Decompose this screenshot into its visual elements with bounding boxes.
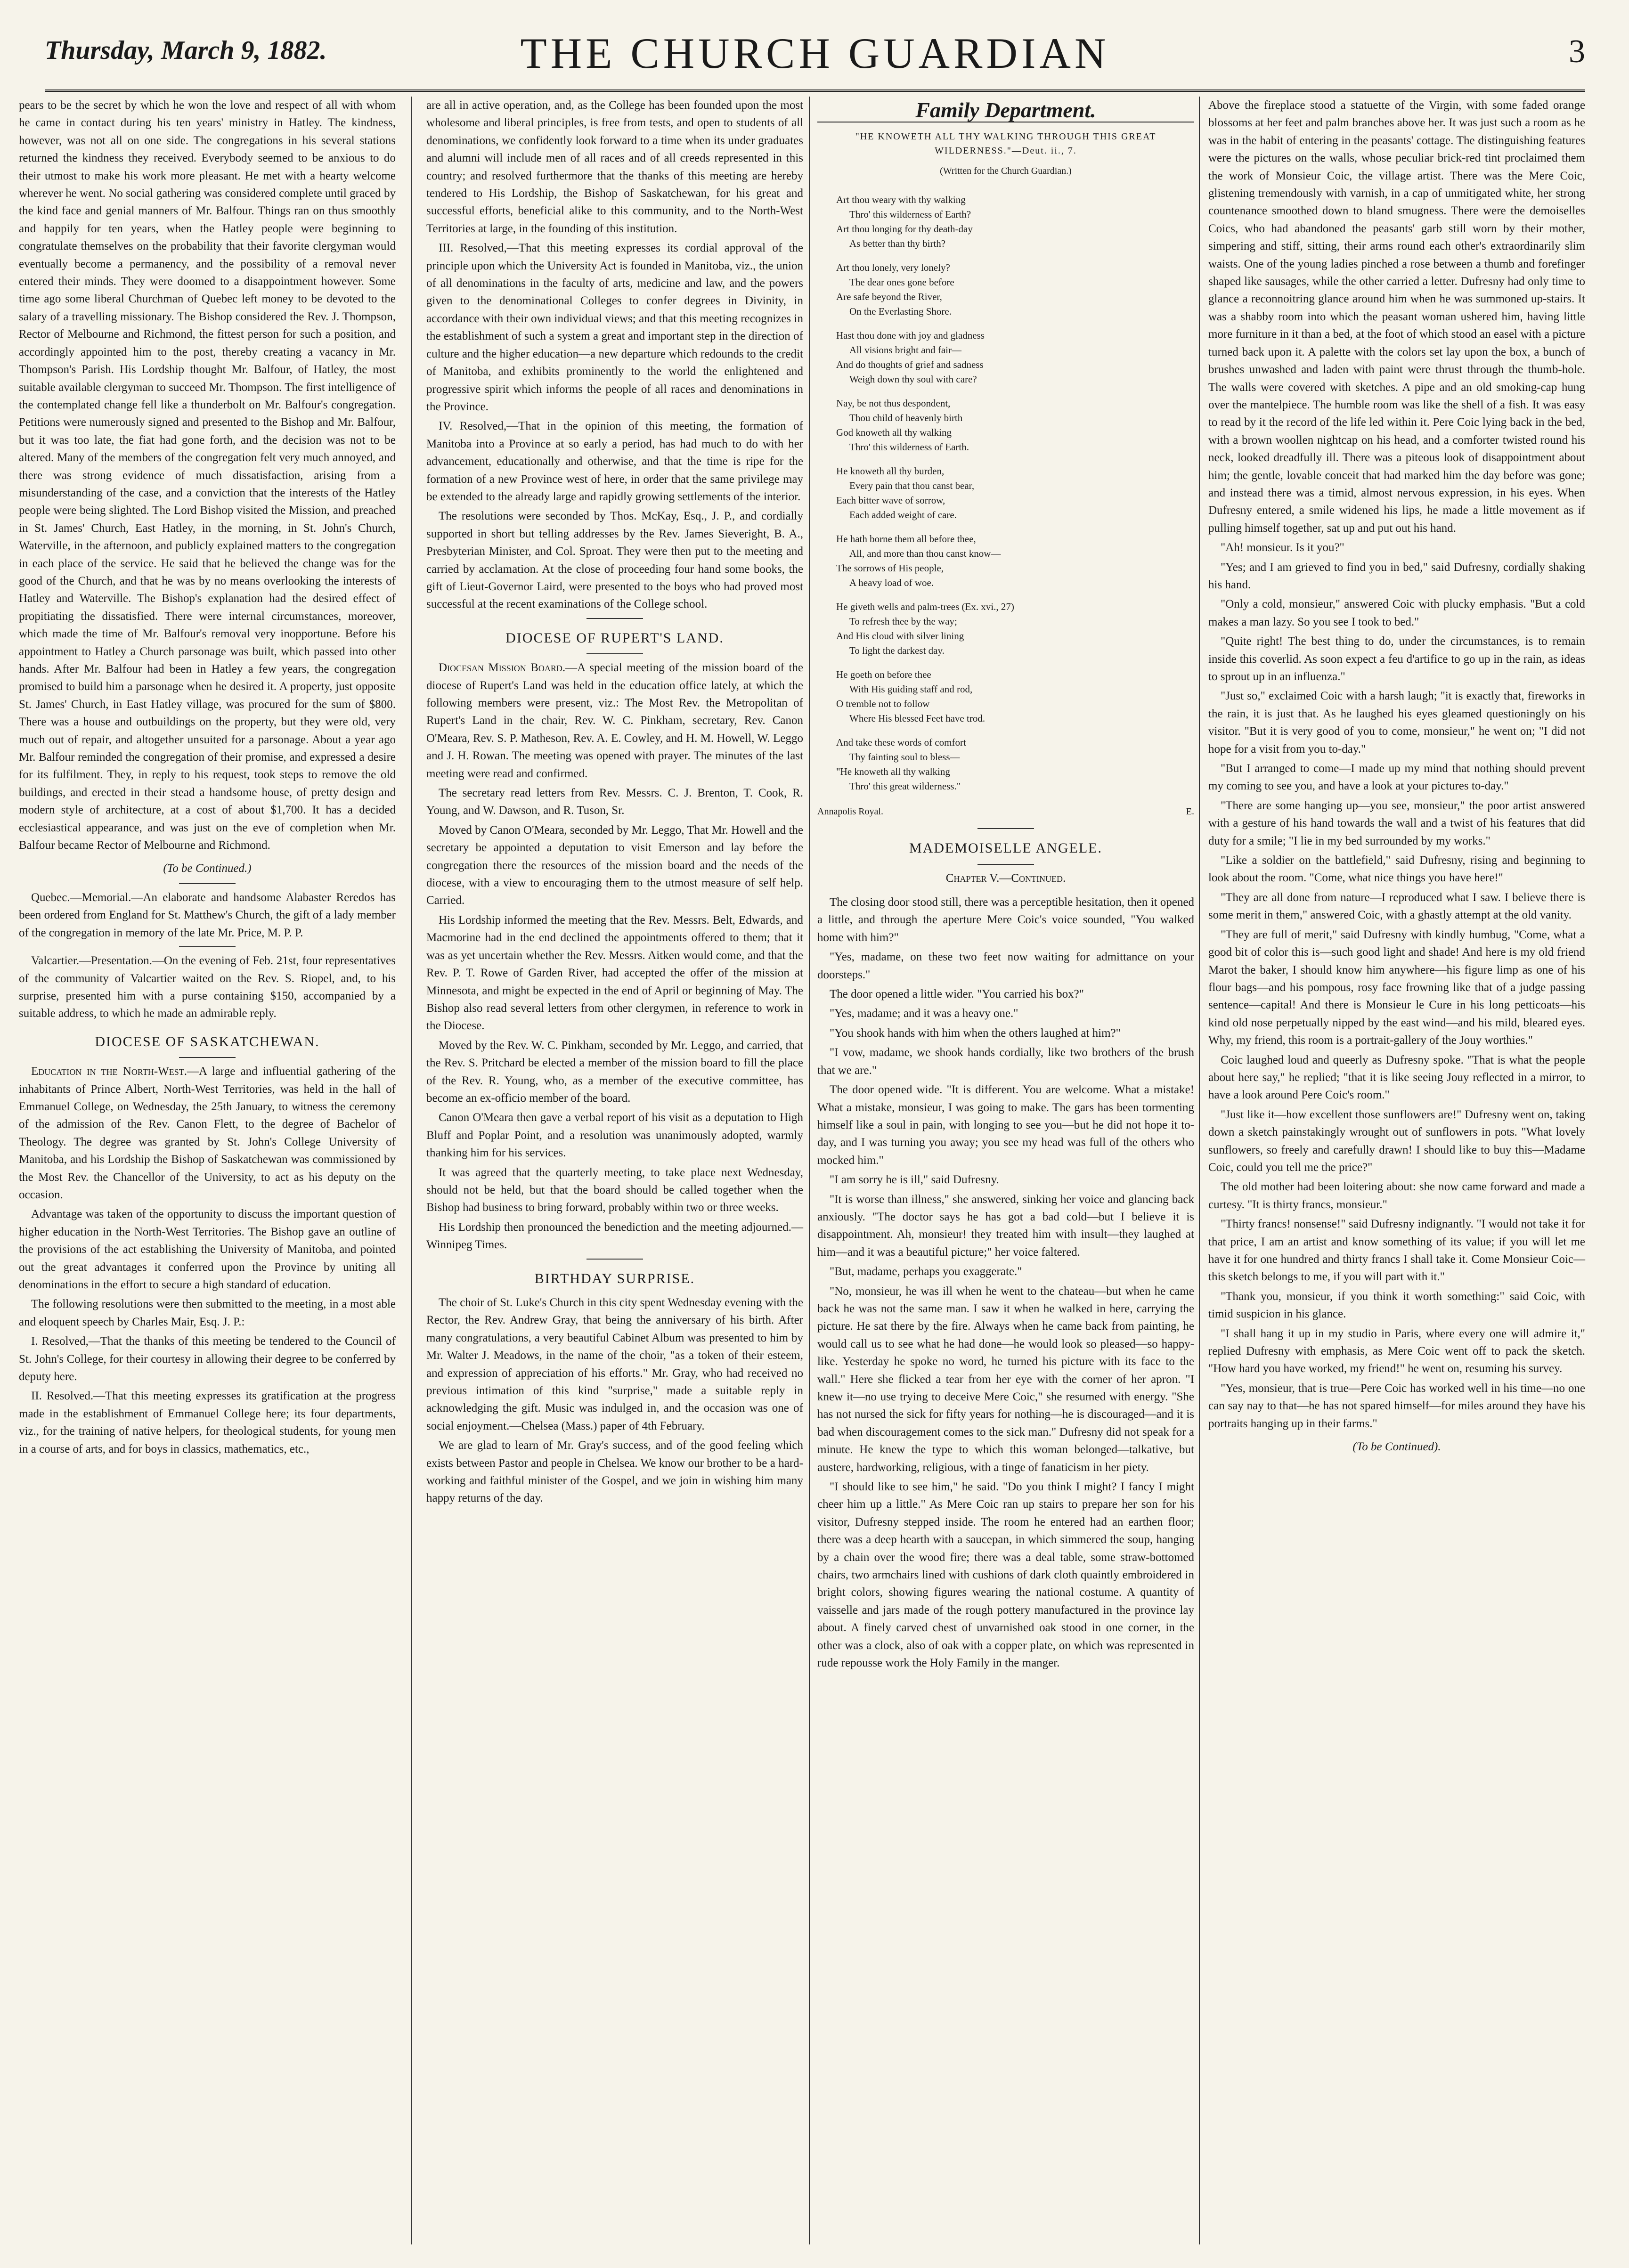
article-paragraph: I. Resolved,—That the thanks of this meeting be tendered to the Council of St. John's College, for their courtesy in allowing their degree to be conferred by deputy here. bbox=[19, 1335, 396, 1383]
masthead-rule bbox=[45, 89, 1585, 92]
story-paragraph: "Ah! monsieur. Is it you?" bbox=[1221, 541, 1344, 554]
column-divider bbox=[809, 97, 810, 2244]
poem-line: The sorrows of His people, bbox=[836, 562, 944, 574]
poem-stanza bbox=[836, 260, 1194, 319]
story-paragraph: "They are full of merit," said Dufresny with kindly humbug, "Come, what a good bit of color this is—such good light and shade! And here is my old friend Marot the baker, I should know him anywhere—his figure limp as one of his flour bags—and his pompous, rosy face frowning like that of a judge passing sentence—capital! And there is Monsieur le Cure in his long petticoats—his kind old nose perpetually nipped by the east wind—and his mild, bleared eyes. Why, my friend, this room is a portrait-gallery of the Jouy worthies." bbox=[1208, 928, 1585, 1047]
article-paragraph: are all in active operation, and, as the College has been founded upon the most wholesome and liberal principles, is free from tests, and open to students of all denominations, we confidently look forward to a time when its under graduates and alumni will include men of all races and of all creeds represented in this country; and resolved furthermore that the thanks of this meeting are hereby tendered to His Lordship, the Bishop of Saskatchewan, for his great and successful efforts, beneficial alike to this community, and to the North-West Territories at large, in the founding of this institution. bbox=[426, 99, 803, 235]
article-paragraph: IV. Resolved,—That in the opinion of this meeting, the formation of Manitoba into a Province at so early a period, has had much to do with her advancement, educationally and otherwise, and that the time is ripe for the formation of a new Province west of here, in order that the same privilege may be extended to the already large and rapidly growing settlements of the interior. bbox=[426, 420, 803, 503]
poem-line: He knoweth all thy burden, bbox=[836, 465, 945, 477]
poem-note: (Written for the Church Guardian.) bbox=[940, 166, 1072, 177]
poem-line: Art thou lonely, very lonely? bbox=[836, 261, 950, 273]
chapter-label: Chapter V.—Continued. bbox=[945, 871, 1066, 885]
column-divider bbox=[411, 97, 412, 2244]
poem-stanza bbox=[836, 328, 1194, 387]
poem-line: "He knoweth all thy walking bbox=[836, 765, 950, 777]
poem-line: Art thou longing for thy death-day bbox=[836, 223, 973, 235]
article-paragraph: We are glad to learn of Mr. Gray's success, and of the good feeling which exists between Pastor and people in Chelsea. We know our brother to be a hard-working and faithful minister of the Gospel, and we join in wishing him many happy returns of the day. bbox=[426, 1439, 803, 1505]
poem-signature bbox=[817, 803, 1194, 821]
section-rule bbox=[586, 618, 643, 619]
story-paragraph: "It is worse than illness," she answered, sinking her voice and glancing back anxiously. "The doctor says he has got a bad cold—but I believe it is disappointment. Ah, monsieur! they treated him with insult—they laughed at him—and it was a beautiful picture;" her voice faltered. bbox=[817, 1193, 1194, 1259]
story-paragraph: Above the fireplace stood a statuette of the Virgin, with some faded orange blossoms at her feet and palm branches above her. It was just such a room as he was in the habit of entering in the peasants' cottage. The distinguishing features were the pictures on the walls, whose peculiar brick-red tint proclaimed them the work of Monsieur Coic, the village artist. There was the Mere Coic, glistening tremendously with varnish, in a cap of unmitigated white, her strong countenance smoothed down to bland smugness. There were the demoiselles Coics, who had abandoned the peasants' garb still worn by their mother, simpering and stiff, sitting, their arms round each other's extraordinarily slim waists. One of the young ladies pinched a rose between a thumb and forefinger shaped like sausages, while the other carried a letter. Dufresny had only time to glance a reconnoitring glance around him when he was summoned up-stairs. It was a shabby room into which the peasant woman ushered him, having little more furniture in it than a bed, at the foot of which stood an easel with a picture turned back upon it. A palette with the colors set lay upon the box, a bunch of brushes unwashed and laden with paint were thrust through the thumb-hole. The walls were covered with sketches. A pipe and an old smoking-cap hung over the mantelpiece. The humble room was like the shell of a fish. It was easy to read by it the record of the life led within it. Pere Coic lying back in the bed, with a brown woollen nightcap on his head, and a comforter twisted round his neck, looked dreadfully ill. There was a piteous look of disappointment about him; the gentle, lovable conceit that had marked him the day before was gone; and instead there was a timid, almost nervous expression, in his eyes. When Dufresny entered, a smile widened his lips, he made a little movement as if pulling himself together, sat up and put out his hand. bbox=[1208, 99, 1585, 535]
family-department-heading: Family Department. bbox=[915, 98, 1096, 122]
poem-stanza bbox=[836, 735, 1194, 794]
article-paragraph: His Lordship informed the meeting that the Rev. Messrs. Belt, Edwards, and Macmorine had in the end declined the appointments offered to them; that it was as yet uncertain whether the Rev. Messrs. Aitken would come, and that the Rev. P. T. Rowe of Garden River, had accepted the offer of the mission at Minnesota, and might be expected in the end of April or beginning of May. The Bishop also read several letters from other clergymen, in reference to work in the Diocese. bbox=[426, 913, 803, 1032]
story-paragraph: "They are all done from nature—I reproduced what I saw. I believe there is some merit in them," answered Coic, with a ghastly attempt at the old vanity. bbox=[1208, 891, 1585, 922]
poem-stanza bbox=[836, 396, 1194, 455]
poem-line: The dear ones gone before bbox=[849, 276, 954, 288]
article-paragraph: It was agreed that the quarterly meeting, to take place next Wednesday, should not be held, but that the board should be called together when the Bishop had business to bring forward, probably within two or three weeks. bbox=[426, 1166, 803, 1214]
story-paragraph: "But I arranged to come—I made up my mind that nothing should prevent my coming to see you, and have a look at your pictures to-day." bbox=[1208, 762, 1585, 793]
poem-epigraph: "HE KNOWETH ALL THY WALKING THROUGH THIS GREAT WILDERNESS."—Deut. ii., 7. bbox=[855, 131, 1157, 156]
to-be-continued: (To be Continued). bbox=[1352, 1440, 1441, 1454]
story-paragraph: "Quite right! The best thing to do, under the circumstances, is to remain inside this coverlid. As soon expect a feu d'artifice to go up in the rain, as ideas to sprout up in an influenza." bbox=[1208, 635, 1585, 683]
poem-line: He hath borne them all before thee, bbox=[836, 533, 976, 545]
story-paragraph: "I should like to see him," he said. "Do you think I might? I fancy I might cheer him up a little." As Mere Coic ran up stairs to prepare her son for his visitor, Dufresny stepped inside. The room he entered had an earthen floor; there was a deep hearth with a saucepan, in which simmered the soup, hanging by a chain over the wood fire; there was a deal table, some straw-bottomed chairs, two armchairs lined with cushions of dark cloth quaintly embroidered in bright colors, showing figures wearing the national costume. A quantity of vaisselle and jars made of the rough pottery manufactured in the province lay about. A finely carved chest of unvarnished oak stood in one corner, in the other was a clock, also of oak with a copper plate, on which was represented in rude repousse work the Holy Family in the manger. bbox=[817, 1480, 1194, 1670]
poem-line: O tremble not to follow bbox=[836, 698, 930, 709]
poem-line: And His cloud with silver lining bbox=[836, 630, 964, 642]
poem-line: To light the darkest day. bbox=[849, 644, 945, 656]
poem-line: Are safe beyond the River, bbox=[836, 291, 942, 302]
poem-line: Nay, be not thus despondent, bbox=[836, 397, 951, 409]
poem-line: And take these words of comfort bbox=[836, 736, 966, 748]
article-paragraph: II. Resolved.—That this meeting expresses its gratification at the progress made in the establishment of Emmanuel College here; its four departments, viz., for the training of native helpers, for theological students, for young men in a course of arts, and for boys in classics, mathematics, etc., bbox=[19, 1390, 396, 1455]
story-paragraph: Coic laughed loud and queerly as Dufresny spoke. "That is what the people about here say," he replied; "that it is like seeing Jouy reflected in a mirror, to have a look around Pere Coic's room." bbox=[1208, 1053, 1585, 1102]
article-paragraph: Advantage was taken of the opportunity to discuss the important question of higher education in the North-West Territories. The Bishop gave an outline of the provisions of the act establishing the University of Manitoba, and pointed out the great advantages it conferred upon the Province by uniting all denominations in the effort to secure a high standard of education. bbox=[19, 1208, 396, 1291]
story-paragraph: "I am sorry he is ill," said Dufresny. bbox=[830, 1173, 999, 1187]
story-paragraph: "Yes, madame; and it was a heavy one." bbox=[830, 1007, 1018, 1020]
to-be-continued: (To be Continued.) bbox=[163, 862, 252, 875]
poem-line: Thy fainting soul to bless— bbox=[849, 751, 960, 763]
lead-in: Education in the North-West. bbox=[31, 1065, 187, 1078]
poem-line: All visions bright and fair— bbox=[849, 344, 961, 356]
story-paragraph: "No, monsieur, he was ill when he went to the chateau—but when he came back he was not the same man. I saw it when he walked in here, carrying the picture. He sat there by the fire. Always when he came back from painting, he would call us to see what he had done—he would look so pleased—so happy-like. Yesterday he spoke no word, he turned his picture with its face to the wall." Here she flicked a tear from her eye with the corner of her apron. "I knew it—no use trying to deceive Mere Coic," she resumed with energy. "She has not nursed the sick for fifty years for nothing—he is discouraged—and it is bad when discouragement comes to the sick man." Dufresny did not speak for a minute. He knew the type to which this woman belonged—talkative, but austere, hardworking, religious, with a tinge of fanaticism in her piety. bbox=[817, 1284, 1194, 1474]
section-rule bbox=[977, 864, 1034, 865]
story-paragraph: "You shook hands with him when the others laughed at him?" bbox=[830, 1026, 1121, 1040]
article-paragraph: III. Resolved,—That this meeting expresses its cordial approval of the principle upon which the University Act is founded in Manitoba, viz., the union of all denominations in the faculty of arts, medicine and law, and the powers given to the denominational Colleges to confer degrees in Divinity, in accordance with their own individual views; and that this meeting recognizes in the establishment of such a system a great and important step in the direction of culture and the higher education—a new departure which redounds to the credit of Manitoba, and exhibits prominently to the world the enlightened and progressive spirit which informs the people of all races and denominations in the Province. bbox=[426, 242, 803, 413]
article-paragraph: Diocesan Mission Board.—A special meeting of the mission board of the diocese of Rupert's Land was held in the education office lately, at which the following members were present, viz.: The Most Rev. the Metropolitan of Rupert's Land in the chair, Rev. W. C. Pinkham, secretary, Rev. Canon O'Meara, Rev. S. P. Matheson, Rev. A. E. Cowley, and H. M. Howell, W. Leggo and J. H. Rowan. The meeting was opened with prayer. The minutes of the last meeting were read and confirmed. bbox=[426, 661, 803, 780]
article-paragraph: The choir of St. Luke's Church in this city spent Wednesday evening with the Rector, the Rev. Andrew Gray, that being the anniversary of his birth. After many congratulations, a very beautiful Cabinet Album was presented to him by Mr. Walter J. Meadows, in the name of the choir, "as a token of their esteem, and expression of appreciation of his efforts." Mr. Gray, who had received no previous intimation of this kind "surprise," made a suitable reply in acknowledging the gift. Music was indulged in, and the occasion was one of social enjoyment.—Chelsea (Mass.) paper of 4th February. bbox=[426, 1296, 803, 1432]
poem-line: Art thou weary with thy walking bbox=[836, 194, 966, 205]
article-paragraph: pears to be the secret by which he won the love and respect of all with whom he came in contact during his ten years' ministry in Hatley. The kindness, however, was not all on one side. The congregations in his several stations returned the kindness they received. Everybody seemed to be anxious to do their utmost to make his work more pleasant. He met with a hearty welcome wherever he went. No social gathering was considered complete until graced by the kind face and genial manners of Mr. Balfour. Things ran on thus smoothly and happily for ten years, when the Hatley people were beginning to congratulate themselves on the probability that their favorite clergyman would eventually become a permanency, and the possibility of a removal never entered their minds. They were doomed to a disappointment however. Some time ago some liberal Churchman of Quebec left money to be devoted to the salary of a travelling missionary. The Bishop considered the Rev. J. Thompson, Rector of Melbourne and Richmond, the fittest person for such a position, and accordingly appointed him to the post, thereby creating a vacancy in Mr. Thompson's Parish. His Lordship thought Mr. Balfour, of Hatley, the most suitable available clergyman to succeed Mr. Thompson. The first intelligence of the contemplated change fell like a thunderbolt on Mr. Balfour's congregation. Petitions were numerously signed and presented to the Bishop and Mr. Balfour, but it was too late, the fiat had gone forth, and the decision was not to be altered. Many of the members of the congregation felt very much annoyed, and there was strong evidence of much dissatisfaction, arising from a misunderstanding of the case, and a conviction that the interests of the Hatley people were being slighted. The Lord Bishop visited the Mission, and preached in St. James' Church, East Hatley, in the morning, in St. John's Church, Waterville, in the afternoon, and publicly explained matters to the congregation in each place of the service. He said that he believed the change was for the good of the Church, and that he was by no means overlooking the interests of Hatley and Waterville. The Bishop's explanation had the desired effect of propitiating the dissatisfied. There were internal circumstances, moreover, which made the time of Mr. Balfour's removal very inopportune. Before his appointment to Hatley a Church parsonage was built, which passed into other hands. After Mr. Balfour had been in Hatley a few years, the congregation promised to build him a parsonage when he desired it. A property, just opposite St. James' Church, in East Hatley village, was procured for the sum of $800. There was a house and outbuildings on the property, but they were old, very much out of repair, and altogether unsuited for a parsonage. About a year ago Mr. Balfour reminded the congregation of their promise, and expressed a desire for its fulfilment. They, in reply to his request, took steps to remove the old buildings, and erected in their stead a handsome house, of pretty design and modern style of architecture, at a cost of about $1,700. It has a decided ecclesiastical appearance, and was just on the eve of completion when Mr. Balfour became Rector of Melbourne and Richmond. bbox=[19, 99, 396, 852]
poem-line: Thro' this wilderness of Earth. bbox=[849, 441, 969, 453]
birthday-heading: BIRTHDAY SURPRISE. bbox=[534, 1270, 695, 1286]
story-paragraph: The door opened a little wider. "You carried his box?" bbox=[830, 988, 1084, 1001]
poem-line: Each added weight of care. bbox=[849, 509, 957, 520]
signature-place: Annapolis Royal. bbox=[817, 806, 883, 817]
column-3 bbox=[817, 97, 1194, 1674]
poem bbox=[817, 193, 1194, 794]
page-number: 3 bbox=[1569, 33, 1585, 70]
article-paragraph: The secretary read letters from Rev. Messrs. C. J. Brenton, T. Cook, R. Young, and W. Dawson, and R. Tuson, Sr. bbox=[426, 787, 803, 817]
story-paragraph: "I vow, madame, we shook hands cordially, like two brothers of the brush that we are." bbox=[817, 1046, 1194, 1077]
section-rule bbox=[977, 828, 1034, 829]
article-paragraph: The resolutions were seconded by Thos. McKay, Esq., J. P., and cordially supported in short but telling addresses by the Rev. James Sieveright, B. A., Presbyterian Minister, and Col. Sproat. They were then put to the meeting and carried by acclamation. At the close of proceeding four hand some books, the gift of Lieut-Governor Laird, were presented to the boys who had proved most successful at the recent examinations of the College school. bbox=[426, 510, 803, 611]
poem-stanza bbox=[836, 532, 1194, 590]
poem-line: And do thoughts of grief and sadness bbox=[836, 358, 984, 370]
poem-line: He goeth on before thee bbox=[836, 668, 931, 680]
newspaper-title: THE CHURCH GUARDIAN bbox=[520, 29, 1110, 77]
poem-line: Every pain that thou canst bear, bbox=[849, 480, 975, 491]
story-paragraph: "Thirty francs! nonsense!" said Dufresny indignantly. "I would not take it for that price, I am an artist and know something of its value; if you will let me have it for one hundred and thirty francs I shall take it. Come Monsieur Coic—this sketch belongs to me, if you will part with it." bbox=[1208, 1218, 1585, 1284]
poem-line: With His guiding staff and rod, bbox=[849, 683, 973, 695]
article-paragraph: Canon O'Meara then gave a verbal report of his visit as a deputation to High Bluff and Poplar Point, and a resolution was unanimously adopted, warmly thanking him for his services. bbox=[426, 1111, 803, 1160]
poem-line: Thou child of heavenly birth bbox=[849, 412, 963, 423]
story-heading: MADEMOISELLE ANGELE. bbox=[909, 840, 1102, 856]
story-paragraph: "But, madame, perhaps you exaggerate." bbox=[830, 1265, 1022, 1278]
section-rule bbox=[179, 946, 236, 947]
story-paragraph: "Just like it—how excellent those sunflowers are!" Dufresny went on, taking down a sketch painstakingly wrought out of sunflowers in pots. "What lovely sunflowers, so freely and carefully drawn! I should like to buy this—Madame Coic, could you tell me the price?" bbox=[1208, 1108, 1585, 1174]
story-paragraph: The door opened wide. "It is different. You are welcome. What a mistake! What a mistake, monsieur, I was going to make. The gars has been tormenting himself like a soul in pain, with longing to see you—but he did not hope it to-day, and I was turning you away; you see my head was full of the others who mocked him." bbox=[817, 1083, 1194, 1167]
section-rule bbox=[179, 883, 236, 884]
poem-line: Hast thou done with joy and gladness bbox=[836, 329, 985, 341]
story-paragraph: "Only a cold, monsieur," answered Coic with plucky emphasis. "But a cold makes a man lazy. So you see I took to bed." bbox=[1208, 598, 1585, 628]
article-paragraph: Moved by the Rev. W. C. Pinkham, seconded by Mr. Leggo, and carried, that the Rev. S. Pritchard be elected a member of the mission board to fill the place of the Rev. R. Young, who, as a member of the executive committee, has become an ex-officio member of the board. bbox=[426, 1039, 803, 1105]
poem-line: To refresh thee by the way; bbox=[849, 615, 957, 627]
poem-line: Thro' this wilderness of Earth? bbox=[849, 208, 971, 220]
poem-stanza bbox=[836, 600, 1194, 658]
quebec-notice: Quebec.—Memorial.—An elaborate and handsome Alabaster Reredos has been ordered from England for St. Matthew's Church, the gift of a lady member of the congregation in memory of the late Mr. Price, M. P. P. bbox=[19, 891, 396, 939]
story-paragraph: "Like a soldier on the battlefield," said Dufresny, rising and beginning to look about the room. "Come, what nice things you have here!" bbox=[1208, 854, 1585, 885]
saskatchewan-heading: DIOCESE OF SASKATCHEWAN. bbox=[95, 1033, 320, 1049]
story-paragraph: The old mother had been loitering about: she now came forward and made a curtesy. "It is thirty francs, monsieur." bbox=[1208, 1180, 1585, 1211]
column-4 bbox=[1208, 97, 1585, 1461]
story-paragraph: "Yes, monsieur, that is true—Pere Coic has worked well in his time—no one can say nay to that—he has not spared himself—for miles around they have his portraits hanging up in their farms." bbox=[1208, 1382, 1585, 1430]
poem-stanza bbox=[836, 193, 1194, 251]
story-paragraph: The closing door stood still, there was a perceptible hesitation, then it opened a little, and through the aperture Mere Coic's voice sounded, "You walked home with him?" bbox=[817, 896, 1194, 944]
story-paragraph: "I shall hang it up in my studio in Paris, where every one will admire it," replied Dufresny with emphasis, as Mere Coic went off to pack the sketch. "How hard you have worked, my friend!" he went on, resuming his survey. bbox=[1208, 1327, 1585, 1375]
lead-in: Diocesan Mission Board. bbox=[439, 661, 566, 675]
issue-date: Thursday, March 9, 1882. bbox=[45, 36, 327, 65]
poem-line: Weigh down thy soul with care? bbox=[849, 373, 977, 385]
poem-line: Thro' this great wilderness." bbox=[849, 780, 961, 792]
article-paragraph: Moved by Canon O'Meara, seconded by Mr. Leggo, That Mr. Howell and the secretary be appointed a deputation to visit Emerson and lay before the congregation there the resources of the mission board and the needs of the diocese, with a view to encouraging them to the utmost measure of self help. Carried. bbox=[426, 823, 803, 907]
column-2 bbox=[426, 97, 803, 1509]
section-rule bbox=[586, 653, 643, 654]
poem-line: He giveth wells and palm-trees (Ex. xvi., 27) bbox=[836, 601, 1014, 612]
poem-line: All, and more than thou canst know— bbox=[849, 547, 1001, 559]
poem-line: God knoweth all thy walking bbox=[836, 426, 952, 438]
section-rule bbox=[586, 1259, 643, 1260]
poem-line: As better than thy birth? bbox=[849, 237, 946, 249]
story-paragraph: "Thank you, monsieur, if you think it worth something:" said Coic, with timid suspicion in his glance. bbox=[1208, 1290, 1585, 1321]
article-paragraph: The following resolutions were then submitted to the meeting, in a most able and eloquent speech by Charles Mair, Esq. J. P.: bbox=[19, 1298, 396, 1328]
story-paragraph: "Yes, madame, on these two feet now waiting for admittance on your doorsteps." bbox=[817, 951, 1194, 981]
poem-line: On the Everlasting Shore. bbox=[849, 305, 952, 317]
poem-line: A heavy load of woe. bbox=[849, 577, 934, 588]
article-paragraph: Education in the North-West.—A large and influential gathering of the inhabitants of Prince Albert, North-West Territories, was held in the hall of Emmanuel College, on Wednesday, the 25th January, to witness the ceremony of the admission of the Rev. Canon Flett, to the degree of Bachelor of Theology. The degree was granted by St. John's College University of Manitoba, and his Lordship the Bishop of Saskatchewan was commissioned by the Most Rev. the Chancellor of the University, to act as his deputy on the occasion. bbox=[19, 1065, 396, 1201]
poem-line: Each bitter wave of sorrow, bbox=[836, 494, 945, 506]
story-paragraph: "Yes; and I am grieved to find you in bed," said Dufresny, cordially shaking his hand. bbox=[1208, 561, 1585, 591]
column-1 bbox=[19, 97, 396, 1460]
masthead bbox=[45, 19, 1585, 89]
story-paragraph: "There are some hanging up—you see, monsieur," the poor artist answered with a gesture of his hand towards the wall and a twist of his features that did duty for a smile; "I lie in my bed surrounded by my works." bbox=[1208, 799, 1585, 847]
article-paragraph: His Lordship then pronounced the benediction and the meeting adjourned.—Winnipeg Times. bbox=[426, 1220, 803, 1252]
poem-stanza bbox=[836, 464, 1194, 522]
valcartier-notice: Valcartier.—Presentation.—On the evening of Feb. 21st, four representatives of the community of Valcartier waited on the Rev. S. Riopel, and, to his surprise, presented him with a purse containing $150, accompanied by a suitable address, to which he made an admirable reply. bbox=[19, 954, 396, 1020]
section-rule bbox=[179, 1057, 236, 1058]
column-divider bbox=[1199, 97, 1200, 2244]
poem-stanza bbox=[836, 667, 1194, 726]
story-paragraph: "Just so," exclaimed Coic with a harsh laugh; "it is exactly that, fireworks in the rain, it is just that. As he laughed his eyes gleamed questioningly on his visitor. "But it is very good of you to come, monsieur," he went on; "I did not hope for a visit from you to-day." bbox=[1208, 690, 1585, 756]
poem-line: Where His blessed Feet have trod. bbox=[849, 712, 986, 724]
signature-initial: E. bbox=[1186, 806, 1194, 817]
ruperts-land-heading: DIOCESE OF RUPERT'S LAND. bbox=[505, 630, 724, 646]
